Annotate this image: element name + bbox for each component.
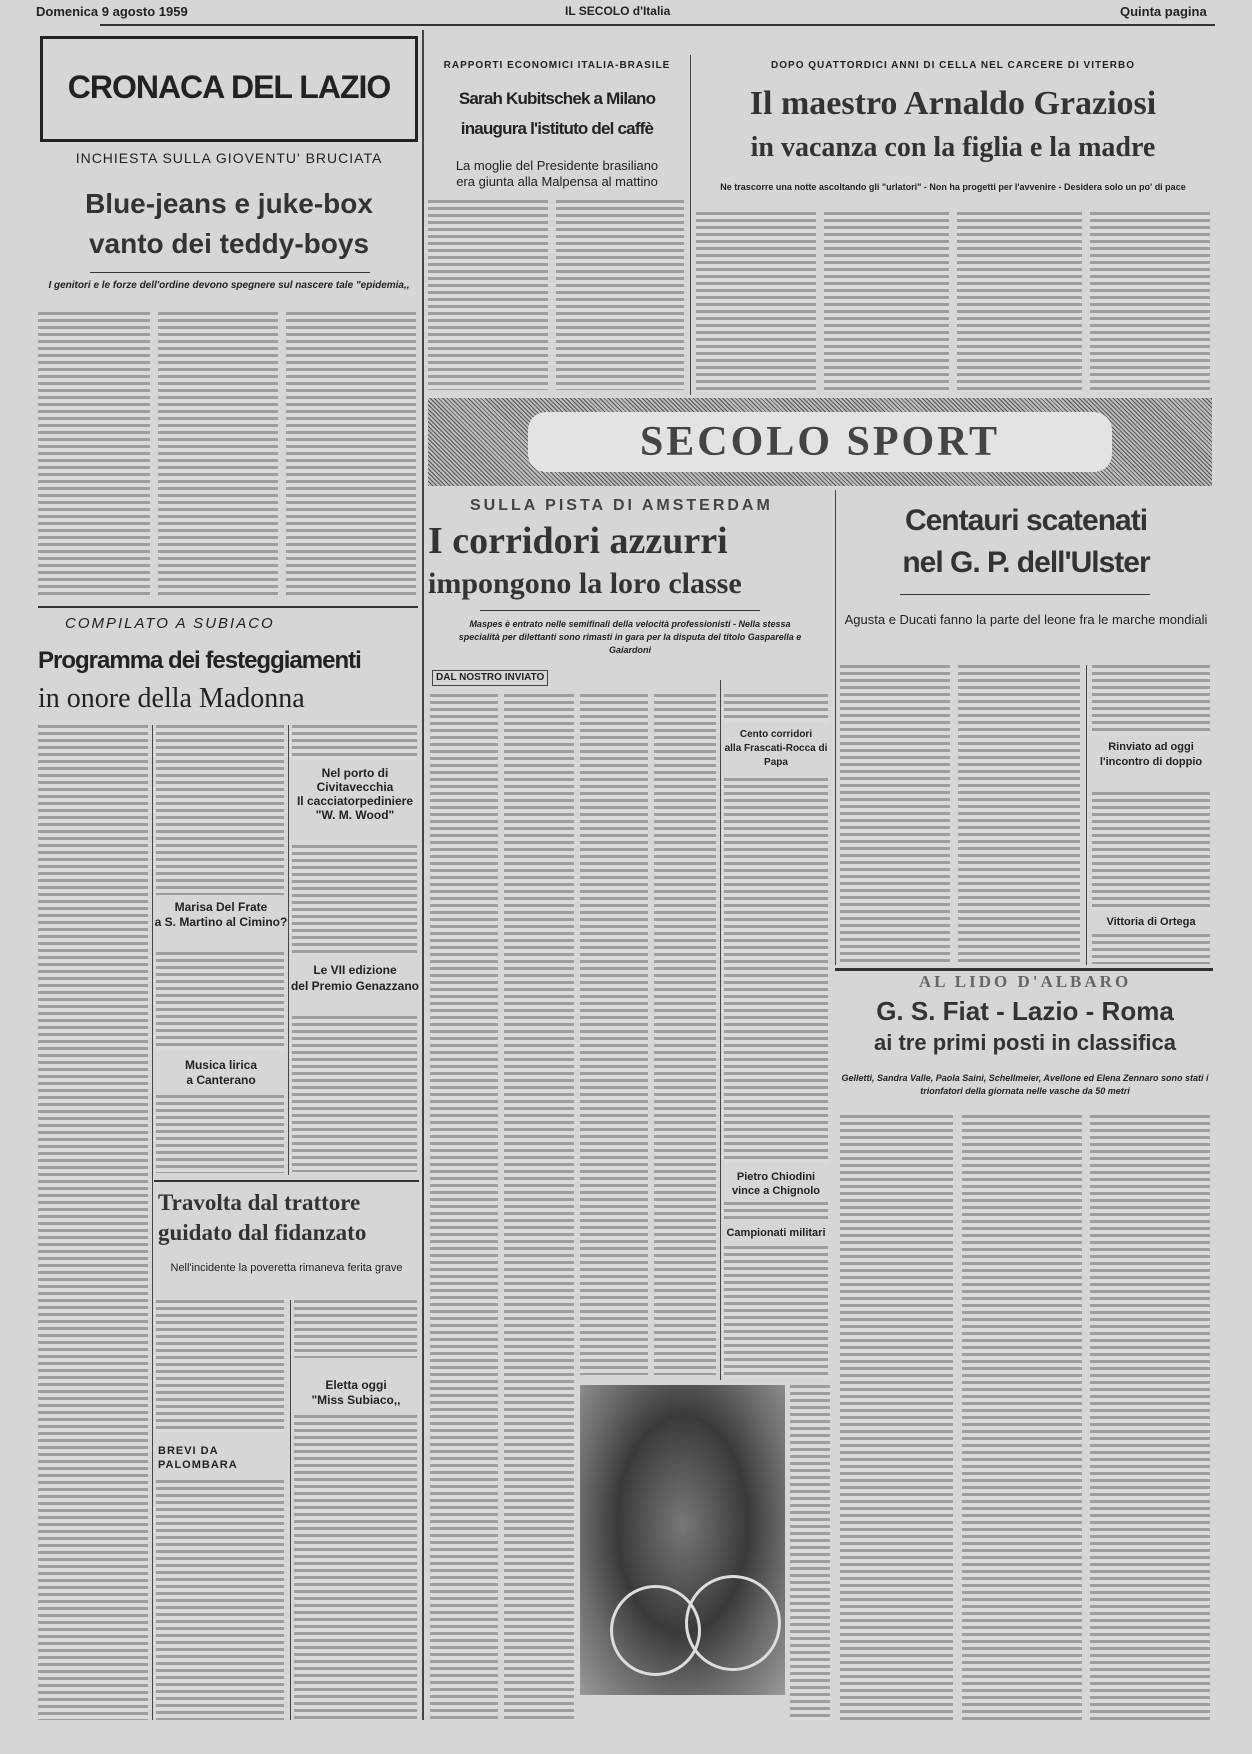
- article-body: [292, 845, 417, 955]
- musica-headline: [154, 1058, 288, 1088]
- headline-line: in vacanza con la figlia e la madre: [750, 132, 1156, 163]
- headline-line: Rinviato ad oggi: [1108, 741, 1194, 753]
- article-body: [428, 200, 548, 390]
- article-body: [840, 665, 950, 965]
- cento-headline: [722, 728, 830, 770]
- palombara-headline: BREVI DA PALOMBARA: [158, 1445, 238, 1471]
- sport-banner-inner: [528, 412, 1112, 472]
- headline-line: a Canterano: [186, 1073, 256, 1087]
- headline-line: nel G. P. dell'Ulster: [902, 546, 1150, 579]
- headline-line: Centauri scatenati: [904, 504, 1148, 537]
- marisa-headline: [154, 900, 288, 930]
- miss-subiaco-headline: [292, 1378, 420, 1408]
- headline-line: "Miss Subiaco,,: [311, 1393, 401, 1407]
- brasile-headline: [426, 84, 688, 144]
- premio-headline: [290, 962, 420, 994]
- subiaco-headline: in onore della Madonna: [38, 683, 305, 714]
- article-body: [156, 952, 284, 1050]
- headline-line: inaugura l'istituto del caffè: [460, 119, 654, 138]
- article-body: [294, 1415, 417, 1720]
- graziosi-headline: [694, 82, 1212, 170]
- travolta-headline: [158, 1188, 420, 1248]
- page-date: Domenica 9 agosto 1959: [36, 4, 188, 19]
- chiodini-headline: [722, 1170, 830, 1198]
- inquiry-kicker: INCHIESTA SULLA GIOVENTU' BRUCIATA: [75, 150, 383, 166]
- headline-line: Il maestro Arnaldo Graziosi: [749, 85, 1157, 122]
- article-body: [38, 312, 150, 595]
- headline-line: Pietro Chiodini: [736, 1171, 816, 1183]
- column-rule: [288, 725, 289, 1175]
- brasile-kicker: RAPPORTI ECONOMICI ITALIA-BRASILE: [443, 60, 671, 71]
- headline-line: Marisa Del Frate: [174, 900, 268, 914]
- article-body: [724, 1202, 828, 1220]
- subhead-line: La moglie del Presidente brasiliano: [455, 158, 659, 173]
- article-body: [824, 212, 949, 392]
- headline-line: Nel porto di Civitavecchia: [316, 766, 394, 794]
- rule: [835, 968, 1213, 971]
- article-body: [962, 1115, 1082, 1720]
- article-body: [156, 725, 284, 895]
- article-body: [292, 725, 417, 760]
- masthead: IL SECOLO d'Italia: [565, 4, 671, 18]
- graziosi-kicker: DOPO QUATTORDICI ANNI DI CELLA NEL CARCERE DI VITERBO: [771, 60, 1135, 71]
- headline-line: a S. Martino al Cimino?: [154, 915, 288, 929]
- headline-line: Il cacciatorpediniere: [296, 794, 414, 808]
- article-body: [790, 1385, 830, 1720]
- headline-line: Cento corridori: [739, 729, 813, 740]
- headline-line: ai tre primi posti in classifica: [874, 1030, 1176, 1055]
- column-rule: [720, 680, 721, 1380]
- subhead-line: era giunta alla Malpensa al mattino: [456, 174, 658, 189]
- page-number: Quinta pagina: [1120, 4, 1207, 19]
- headline-line: I corridori azzurri: [428, 520, 728, 562]
- headline-line: vanto dei teddy-boys: [88, 228, 370, 259]
- amsterdam-headline: [428, 518, 828, 604]
- amsterdam-subhead: Maspes è entrato nelle semifinali della velocità professionisti - Nella stessa specialità per dilettanti sono rimasti in gara per la disputa del titolo Gasparella e Gaiardoni: [458, 619, 802, 655]
- header-rule: [100, 24, 1215, 26]
- article-body: [294, 1300, 417, 1358]
- headline-line: impongono la loro classe: [428, 567, 742, 600]
- bicycle-wheel-icon: [685, 1575, 781, 1671]
- article-body: [38, 725, 148, 1720]
- article-body: [430, 694, 498, 1720]
- headline-line: "W. M. Wood": [315, 808, 395, 822]
- byline: DAL NOSTRO INVIATO: [432, 670, 548, 686]
- travolta-subhead: Nell'incidente la poveretta rimaneva ferita grave: [170, 1262, 403, 1274]
- article-body: [696, 212, 816, 392]
- headline-line: guidato dal fidanzato: [158, 1220, 367, 1245]
- cyclists-photo: [580, 1385, 785, 1695]
- civitavecchia-headline: [290, 766, 420, 822]
- ortega-headline: Vittoria di Ortega: [1106, 916, 1196, 928]
- subhead: I genitori e le forze dell'ordine devono spegnere sul nascere tale "epidemia,,: [48, 280, 410, 291]
- article-body: [1092, 934, 1210, 964]
- headline-line: Eletta oggi: [325, 1378, 387, 1392]
- column-rule: [422, 30, 424, 1720]
- albaro-subhead: Gelletti, Sandra Valle, Paola Saini, Schellmeier, Avellone ed Elena Zennaro sono stati i trionfatori della giornata nelle vasche da 50 metri: [841, 1073, 1209, 1096]
- article-body: [957, 212, 1082, 392]
- rule: [900, 594, 1150, 595]
- article-body: [724, 1246, 828, 1379]
- amsterdam-kicker: SULLA PISTA DI AMSTERDAM: [470, 497, 773, 514]
- article-body: [958, 665, 1080, 965]
- article-body: [1090, 1115, 1210, 1720]
- rinviato-headline: [1090, 740, 1212, 770]
- brasile-subhead: [426, 158, 688, 190]
- section-title-box: [40, 36, 418, 142]
- albaro-kicker: AL LIDO D'ALBARO: [918, 972, 1132, 991]
- column-rule: [290, 1300, 291, 1720]
- headline-line: Sarah Kubitschek a Milano: [458, 89, 656, 108]
- article-body: [580, 694, 648, 1375]
- albaro-headline: [837, 994, 1213, 1058]
- sport-banner: [428, 398, 1212, 486]
- subiaco-headline: Programma dei festeggiamenti: [38, 647, 361, 674]
- article-body: [654, 694, 716, 1375]
- article-body: [724, 694, 828, 722]
- rule: [154, 1180, 419, 1182]
- column-rule: [152, 725, 153, 1720]
- centauri-subhead: Agusta e Ducati fanno la parte del leone fra le marche mondiali: [844, 612, 1208, 627]
- subiaco-kicker: COMPILATO A SUBIACO: [65, 615, 275, 632]
- section-title: CRONACA DEL LAZIO: [67, 69, 391, 105]
- article-body: [556, 200, 684, 390]
- headline-line: Le VII edizione: [313, 963, 397, 977]
- article-body: [1090, 212, 1210, 392]
- column-rule: [835, 490, 836, 965]
- article-body: [504, 694, 574, 1720]
- graziosi-subhead: Ne trascorre una notte ascoltando gli "urlatori" - Non ha progetti per l'avvenire - Desidera solo un po' di pace: [720, 182, 1186, 192]
- article-body: [1092, 665, 1210, 733]
- article-body: [286, 312, 416, 595]
- column-rule: [690, 55, 691, 395]
- column-rule: [1086, 665, 1087, 965]
- headline-line: alla Frascati-Rocca di Papa: [724, 743, 828, 768]
- headline-line: Travolta dal trattore: [158, 1190, 361, 1215]
- sport-title: SECOLO SPORT: [639, 419, 1001, 465]
- rule: [480, 610, 760, 611]
- headline-line: vince a Chignolo: [731, 1185, 820, 1197]
- headline-line: del Premio Genazzano: [290, 979, 420, 993]
- headline-line: Musica lirica: [184, 1058, 258, 1072]
- headline-line: Blue-jeans e juke-box: [85, 188, 373, 219]
- militari-headline: Campionati militari: [726, 1227, 826, 1239]
- rule: [90, 272, 370, 273]
- article-body: [158, 312, 278, 595]
- article-body: [156, 1480, 284, 1720]
- article-body: [724, 778, 828, 1163]
- article-body: [1092, 792, 1210, 910]
- headline-blue-jeans: [40, 184, 418, 264]
- article-body: [292, 1016, 417, 1172]
- article-body: [840, 1115, 953, 1720]
- headline-line: l'incontro di doppio: [1099, 756, 1203, 768]
- article-body: [156, 1300, 284, 1432]
- headline-line: G. S. Fiat - Lazio - Roma: [876, 996, 1174, 1026]
- article-body: [156, 1095, 284, 1173]
- rule: [38, 606, 418, 608]
- centauri-headline: [840, 500, 1212, 584]
